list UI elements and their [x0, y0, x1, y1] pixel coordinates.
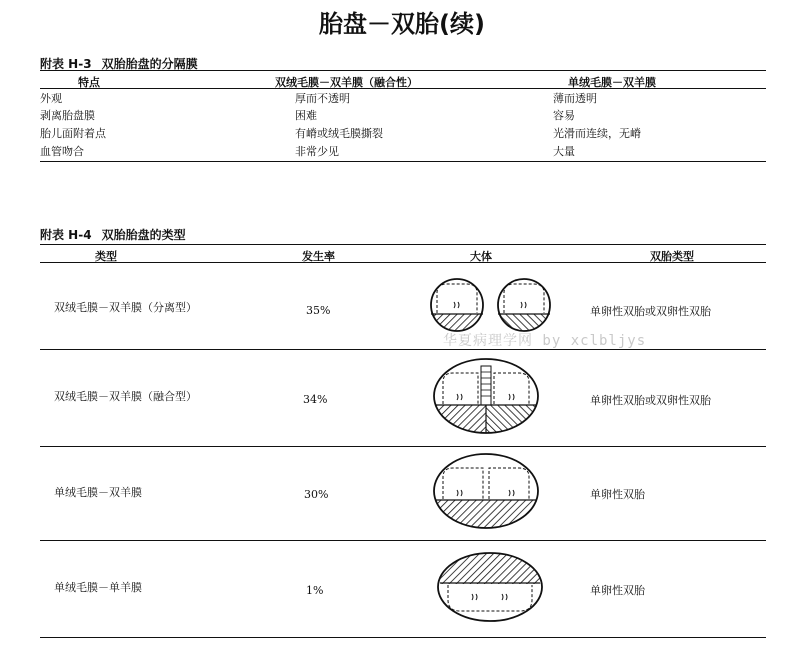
monochorionic-diamniotic-diagram — [430, 454, 542, 530]
table-h3-header-feature: 特点 — [78, 76, 100, 89]
table-h3-row-3-monochorionic: 光滑而连续，无嵴 — [553, 127, 641, 140]
table-h4-row-2-rate: 34% — [303, 393, 328, 406]
table-h3-row-2-dichorionic: 困难 — [295, 109, 317, 122]
watermark: 华夏病理学网 by xclbljys — [443, 333, 647, 349]
separated-dichorionic-diagram — [428, 279, 555, 334]
table-h4-label: 附表 H-4 — [40, 228, 92, 242]
table-h3-row-1-feature: 外观 — [40, 92, 62, 105]
table-h4-title: 双胎胎盘的类型 — [101, 228, 186, 242]
table-h4-row-1-rate: 35% — [306, 304, 331, 317]
table-h4-row-4-type: 单绒毛膜－单羊膜 — [54, 581, 142, 594]
table-h3-row-1-monochorionic: 薄而透明 — [553, 92, 597, 105]
table-h4-row-3-type: 单绒毛膜－双羊膜 — [54, 486, 142, 499]
table-h4-row-3-twin: 单卵性双胎 — [590, 488, 645, 501]
table-h4-header-type: 类型 — [95, 250, 117, 263]
table-h3-row-2-feature: 剥离胎盘膜 — [40, 109, 95, 122]
table-h3-label: 附表 H-3 — [40, 57, 92, 71]
table-h4-header-rate: 发生率 — [302, 250, 335, 263]
placenta-right — [495, 279, 555, 334]
page-title: 胎盘－双胎(续) — [319, 10, 485, 38]
table-h4-row-4-rate: 1% — [306, 584, 324, 597]
table-h3-header-dichorionic: 双绒毛膜－双羊膜（融合性） — [275, 76, 418, 89]
table-h3-row-1-dichorionic: 厚而不透明 — [295, 92, 350, 105]
fused-dichorionic-diagram — [430, 359, 542, 445]
table-h4-row-1-twin: 单卵性双胎或双卵性双胎 — [590, 305, 711, 318]
monochorionic-monoamniotic-diagram — [434, 550, 546, 621]
table-h3-title: 双胎胎盘的分隔膜 — [101, 57, 198, 71]
table-h3-row-4-monochorionic: 大量 — [553, 145, 575, 158]
table-h4-header-gross: 大体 — [470, 250, 492, 263]
table-h4-header-twin-type: 双胎类型 — [650, 250, 694, 263]
table-h3-row-3-dichorionic: 有嵴或绒毛膜撕裂 — [295, 127, 383, 140]
table-h4-row-2-type: 双绒毛膜－双羊膜（融合型） — [54, 390, 197, 403]
table-h3-header-monochorionic: 单绒毛膜－双羊膜 — [568, 76, 656, 89]
table-h4-row-2-twin: 单卵性双胎或双卵性双胎 — [590, 394, 711, 407]
table-h4-row-4-twin: 单卵性双胎 — [590, 584, 645, 597]
table-h3-row-4-dichorionic: 非常少见 — [295, 145, 339, 158]
table-h3-row-2-monochorionic: 容易 — [553, 109, 575, 122]
table-h3-row-3-feature: 胎儿面附着点 — [40, 127, 106, 140]
table-h4-row-1-type: 双绒毛膜－双羊膜（分离型） — [54, 301, 197, 314]
table-h3-row-4-feature: 血管吻合 — [40, 145, 84, 158]
placenta-left — [428, 279, 488, 334]
table-h4-row-3-rate: 30% — [304, 488, 329, 501]
